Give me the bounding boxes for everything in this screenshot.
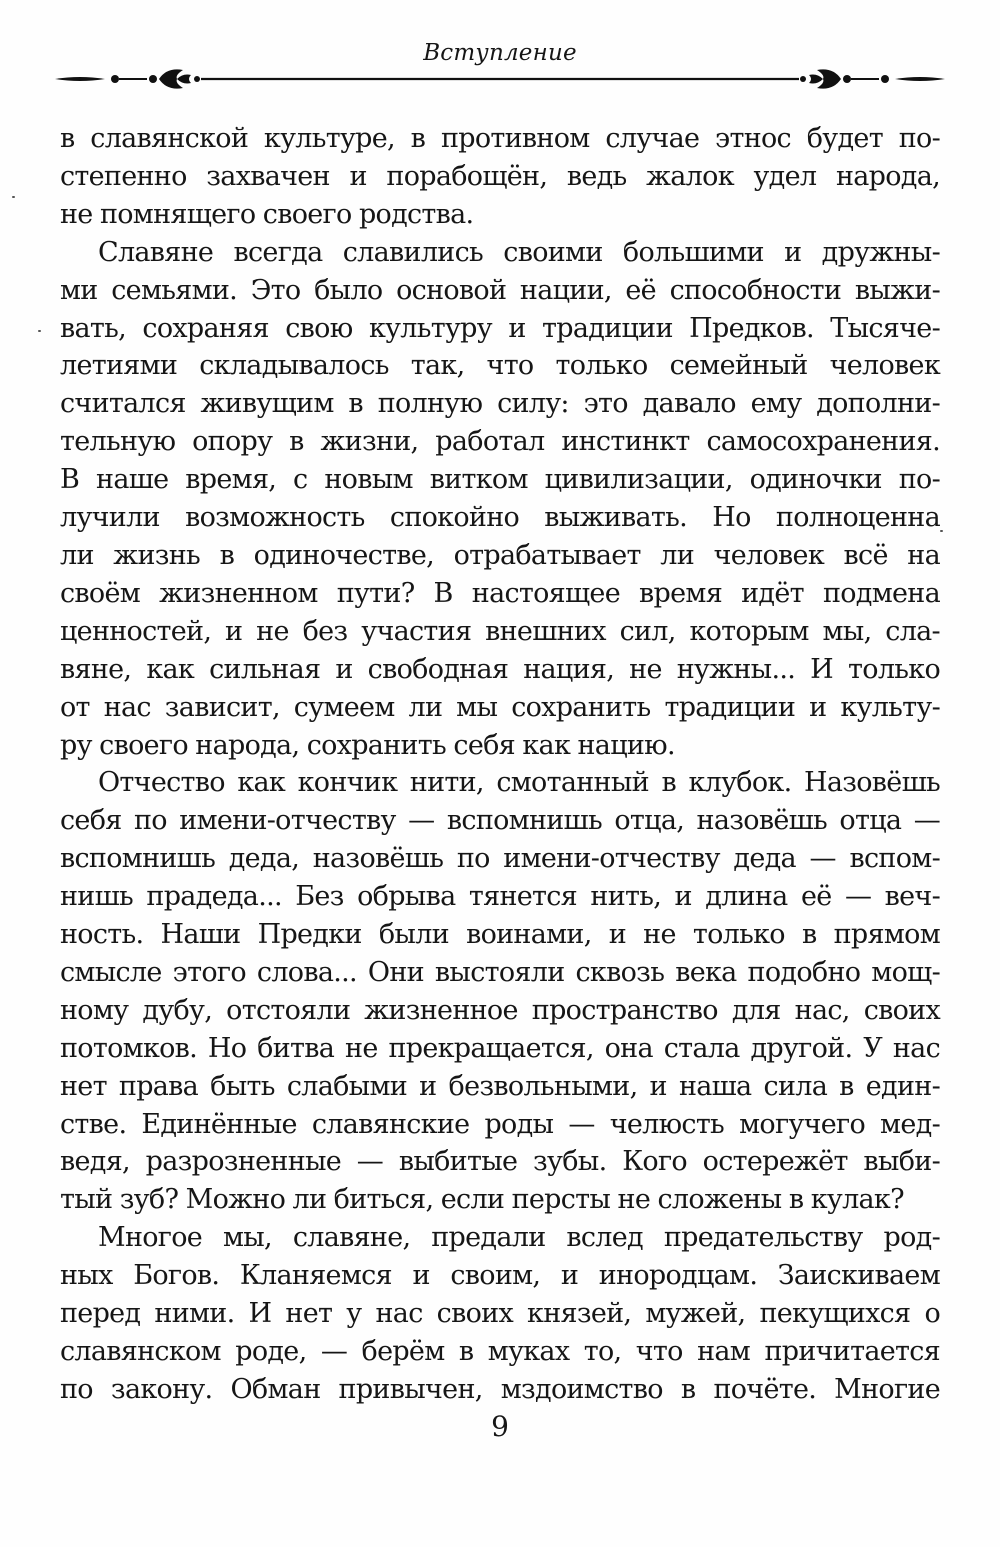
text-line: нишь прадеда... Без обрыва тянется нить, и длина её — веч- <box>60 881 940 913</box>
text-line: не помнящего своего родства. <box>60 198 474 230</box>
paragraph-1 <box>60 120 940 234</box>
text-line: ценностей, и не без участия внешних сил, которым мы, сла- <box>60 615 940 647</box>
text-line: тельную опору в жизни, работал инстинкт самосохранения. <box>60 426 940 458</box>
text-line: смысле этого слова... Они выстояли сквозь века подобно мощ- <box>60 956 940 988</box>
text-line: славянском роде, — берём в муках то, что нам причитается <box>60 1336 940 1367</box>
text-line: ведя, разрозненные — выбитые зубы. Кого остережёт выби- <box>60 1146 940 1178</box>
text-line: ность. Наши Предки были воинами, и не только в прямом <box>60 919 940 951</box>
text-line: вать, сохраняя свою культуру и традиции Предков. Тысяче- <box>60 312 940 344</box>
text-line: ру своего народа, сохранить себя как нацию. <box>60 729 675 761</box>
text-line: в славянской культуре, в противном случае этнос будет по- <box>60 123 940 154</box>
text-line: вяне, как сильная и свободная нация, не нужны... И только <box>60 653 940 685</box>
text-line: по закону. Обман привычен, мздоимство в почёте. Многие <box>60 1373 940 1405</box>
scan-speck <box>12 196 15 198</box>
text-line: степенно захвачен и порабощён, ведь жалок удел народа, <box>60 160 940 192</box>
text-line: ных Богов. Кланяемся и своим, и инородцам. Заискиваем <box>60 1260 940 1292</box>
text-line: тый зуб? Можно ли биться, если персты не сложены в кулак? <box>60 1184 904 1216</box>
text-line: вспомнишь деда, назовёшь по имени-отчеству деда — вспом- <box>60 843 940 875</box>
body-text <box>60 120 940 1409</box>
text-line: нет права быть слабыми и безвольными, и наша сила в един- <box>60 1070 940 1102</box>
text-line: ли жизнь в одиночестве, отрабатывает ли человек всё на <box>60 539 940 571</box>
text-line: считался живущим в полную силу: это давало ему дополни- <box>60 388 940 420</box>
paragraph-2 <box>60 234 940 765</box>
text-line: перед ними. И нет у нас своих князей, мужей, пекущихся о <box>60 1298 940 1330</box>
running-head: Вступление <box>423 40 577 66</box>
text-line: ному дубу, отстояли жизненное пространство для нас, своих <box>60 994 940 1026</box>
scan-speck <box>38 330 41 332</box>
text-line: от нас зависит, сумеем ли мы сохранить традиции и культу- <box>60 691 940 723</box>
decorative-rule-icon <box>55 64 945 94</box>
text-line: Славяне всегда славились своими большими и дружны- <box>98 236 940 268</box>
text-line: Отчество как кончик нити, смотанный в клубок. Назовёшь <box>98 767 940 799</box>
text-line: лучили возможность спокойно выживать. Но полноценна <box>60 502 940 534</box>
text-line: Многое мы, славяне, предали вслед предательству род- <box>98 1222 940 1254</box>
text-line: В наше время, с новым витком цивилизации, одиночки по- <box>60 464 940 496</box>
page-number: 9 <box>491 1410 509 1443</box>
text-line: ми семьями. Это было основой нации, её способности выжи- <box>60 274 940 306</box>
text-line: летиями складывалось так, что только семейный человек <box>60 350 940 382</box>
text-line: своём жизненном пути? В настоящее время идёт подмена <box>60 577 940 609</box>
text-line: себя по имени-отчеству — вспомнишь отца, назовёшь отца — <box>60 805 940 837</box>
text-line: потомков. Но битва не прекращается, она стала другой. У нас <box>60 1032 940 1064</box>
paragraph-4 <box>60 1219 940 1409</box>
scan-speck <box>940 530 943 532</box>
text-line: стве. Единённые славянские роды — челюсть могучего мед- <box>60 1108 940 1140</box>
paragraph-3 <box>60 764 940 1219</box>
